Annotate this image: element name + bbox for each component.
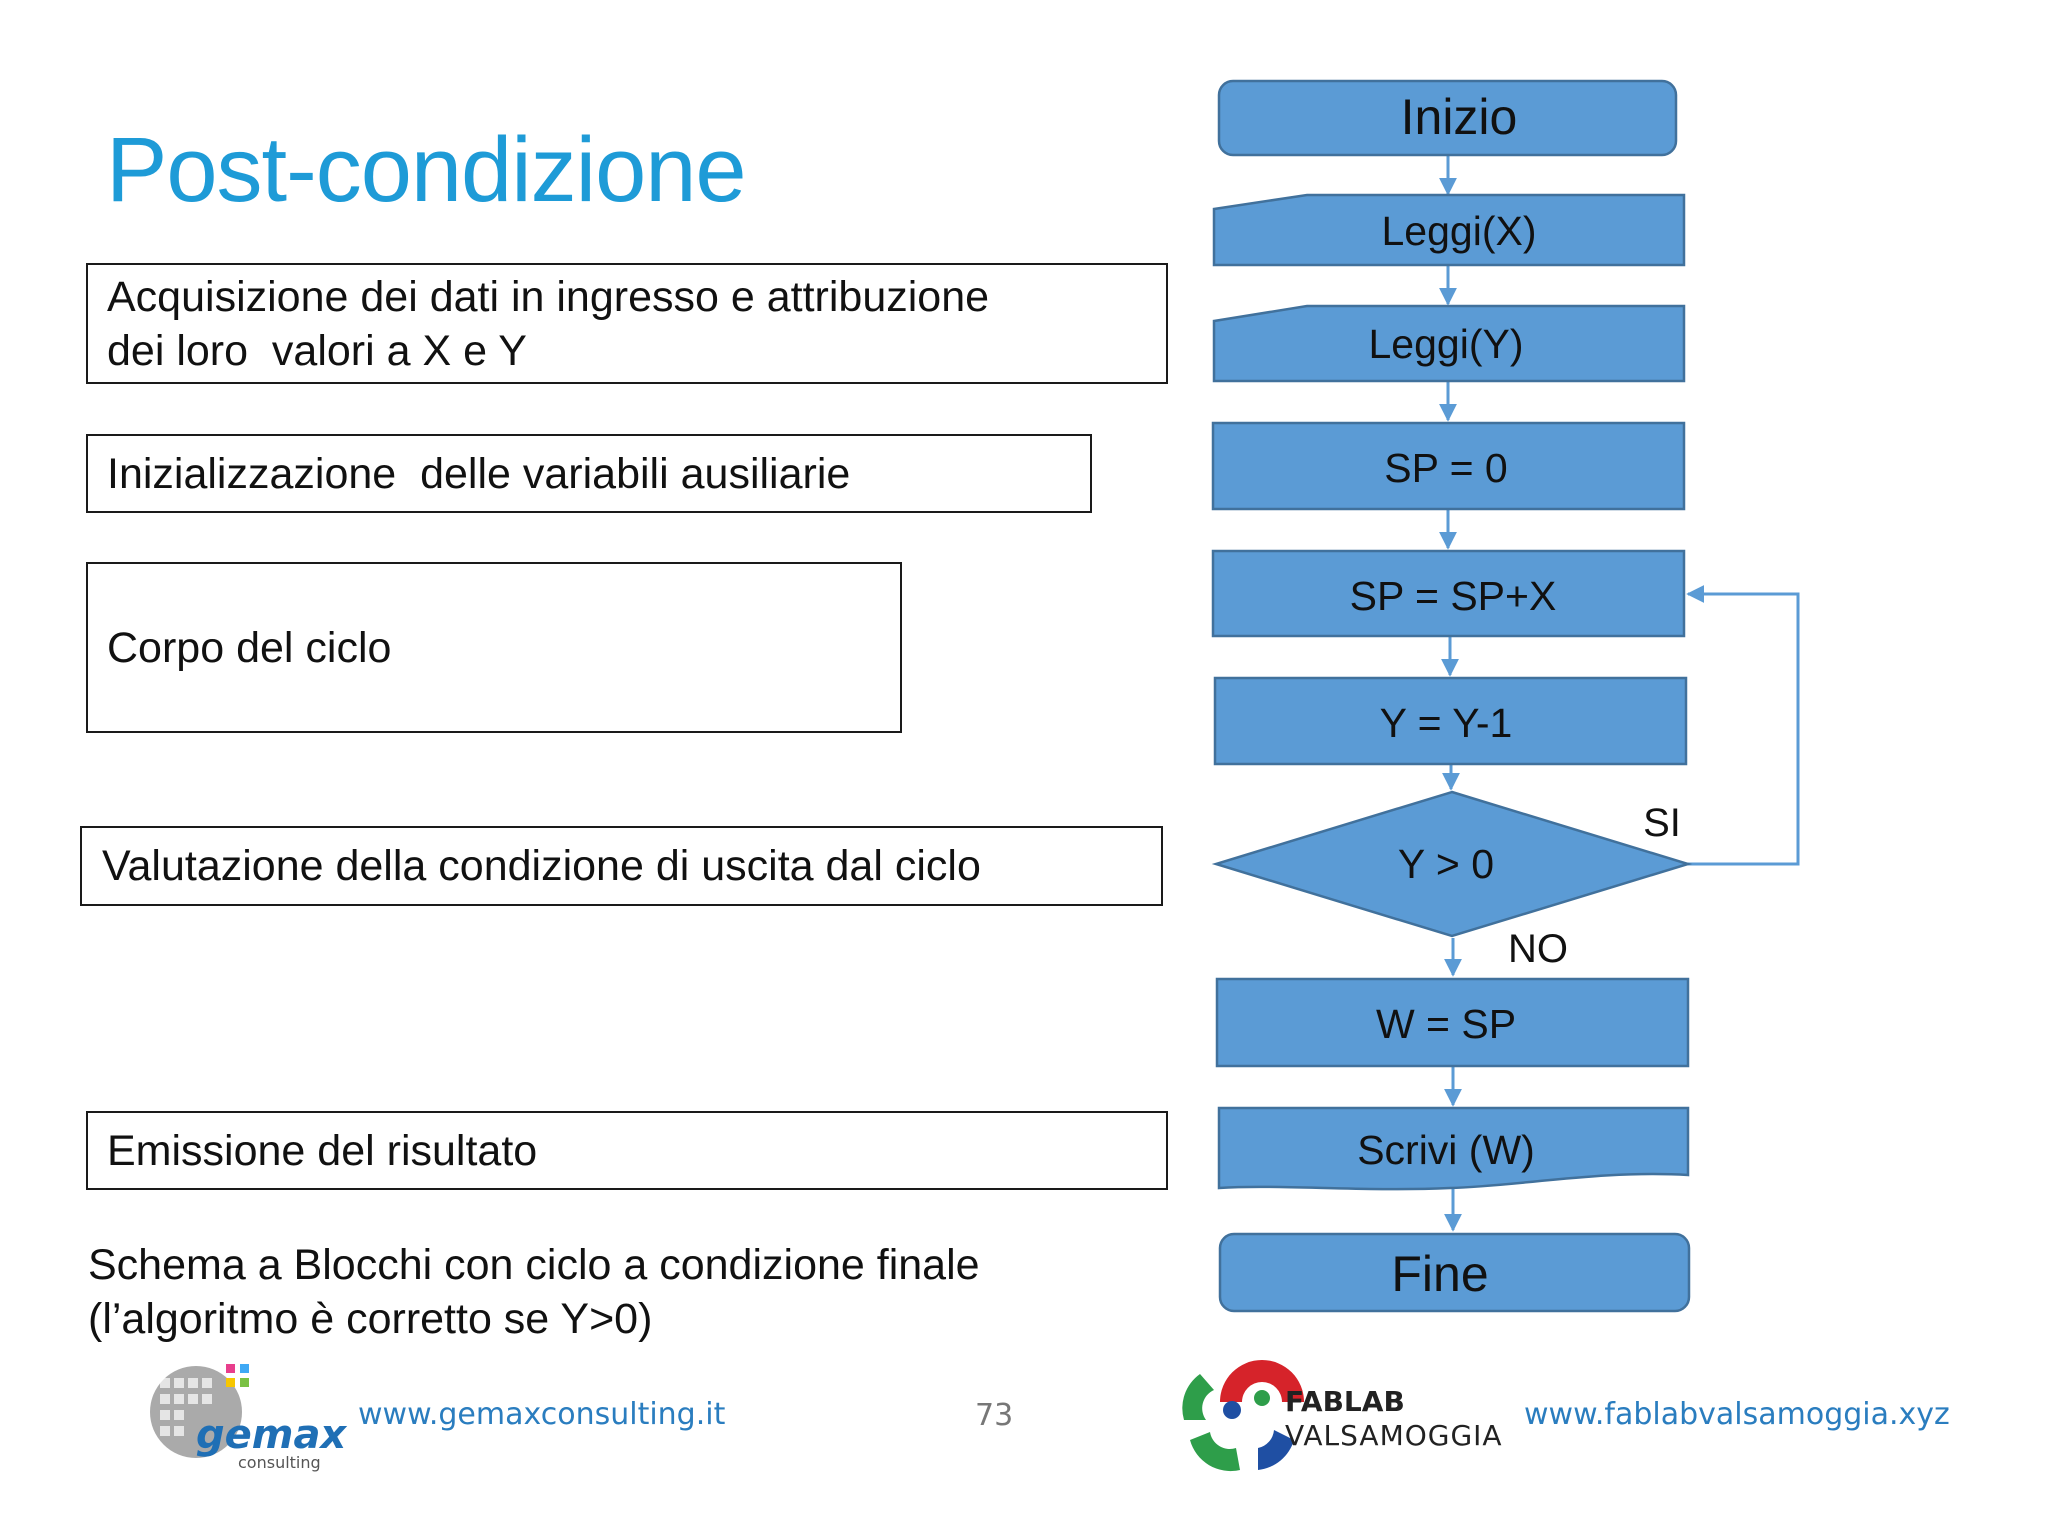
node-end-label: Fine: [1391, 1246, 1489, 1302]
node-read-y-label: Leggi(Y): [1368, 321, 1524, 367]
description-init-text: Inizializzazione delle variabili ausiliarie: [107, 449, 851, 498]
description-loop-body-text: Corpo del ciclo: [107, 623, 392, 672]
node-write-w-label: Scrivi (W): [1357, 1127, 1535, 1173]
caption-line-2: (l’algoritmo è corretto se Y>0): [88, 1295, 653, 1343]
node-init-sp-label: SP = 0: [1384, 445, 1508, 491]
node-read-x-label: Leggi(X): [1381, 208, 1537, 254]
node-add-x-label: SP = SP+X: [1349, 573, 1557, 619]
connector-loop-back: [1686, 594, 1798, 864]
page-number: 73: [975, 1398, 1014, 1433]
fablab-name: [1285, 1385, 1503, 1453]
slide-title: Post-condizione: [106, 119, 746, 221]
gemax-logo-text: gemax: [196, 1412, 347, 1458]
label-no: NO: [1508, 927, 1568, 971]
gemax-url-link[interactable]: www.gemaxconsulting.it: [358, 1397, 726, 1432]
node-start-label: Inizio: [1400, 89, 1518, 145]
description-input-text: Acquisizione dei dati in ingresso e attribuzione dei loro valori a X e Y: [107, 272, 990, 375]
fablab-name-line-1: FABLAB: [1285, 1385, 1405, 1418]
description-output-text: Emissione del risultato: [107, 1126, 538, 1175]
node-condition-label: Y > 0: [1397, 841, 1495, 887]
description-condition-text: Valutazione della condizione di uscita dal ciclo: [102, 842, 981, 890]
node-assign-w-label: W = SP: [1375, 1001, 1517, 1047]
gemax-logo: [150, 1364, 347, 1472]
fablab-name-line-2: VALSAMOGGIA: [1285, 1419, 1503, 1452]
node-decrement-y-label: Y = Y-1: [1379, 700, 1513, 746]
gemax-logo-sub: consulting: [238, 1453, 321, 1472]
label-yes: SI: [1643, 801, 1681, 845]
fablab-url-link[interactable]: www.fablabvalsamoggia.xyz: [1524, 1397, 1950, 1432]
caption-line-1: Schema a Blocchi con ciclo a condizione finale: [88, 1241, 980, 1289]
